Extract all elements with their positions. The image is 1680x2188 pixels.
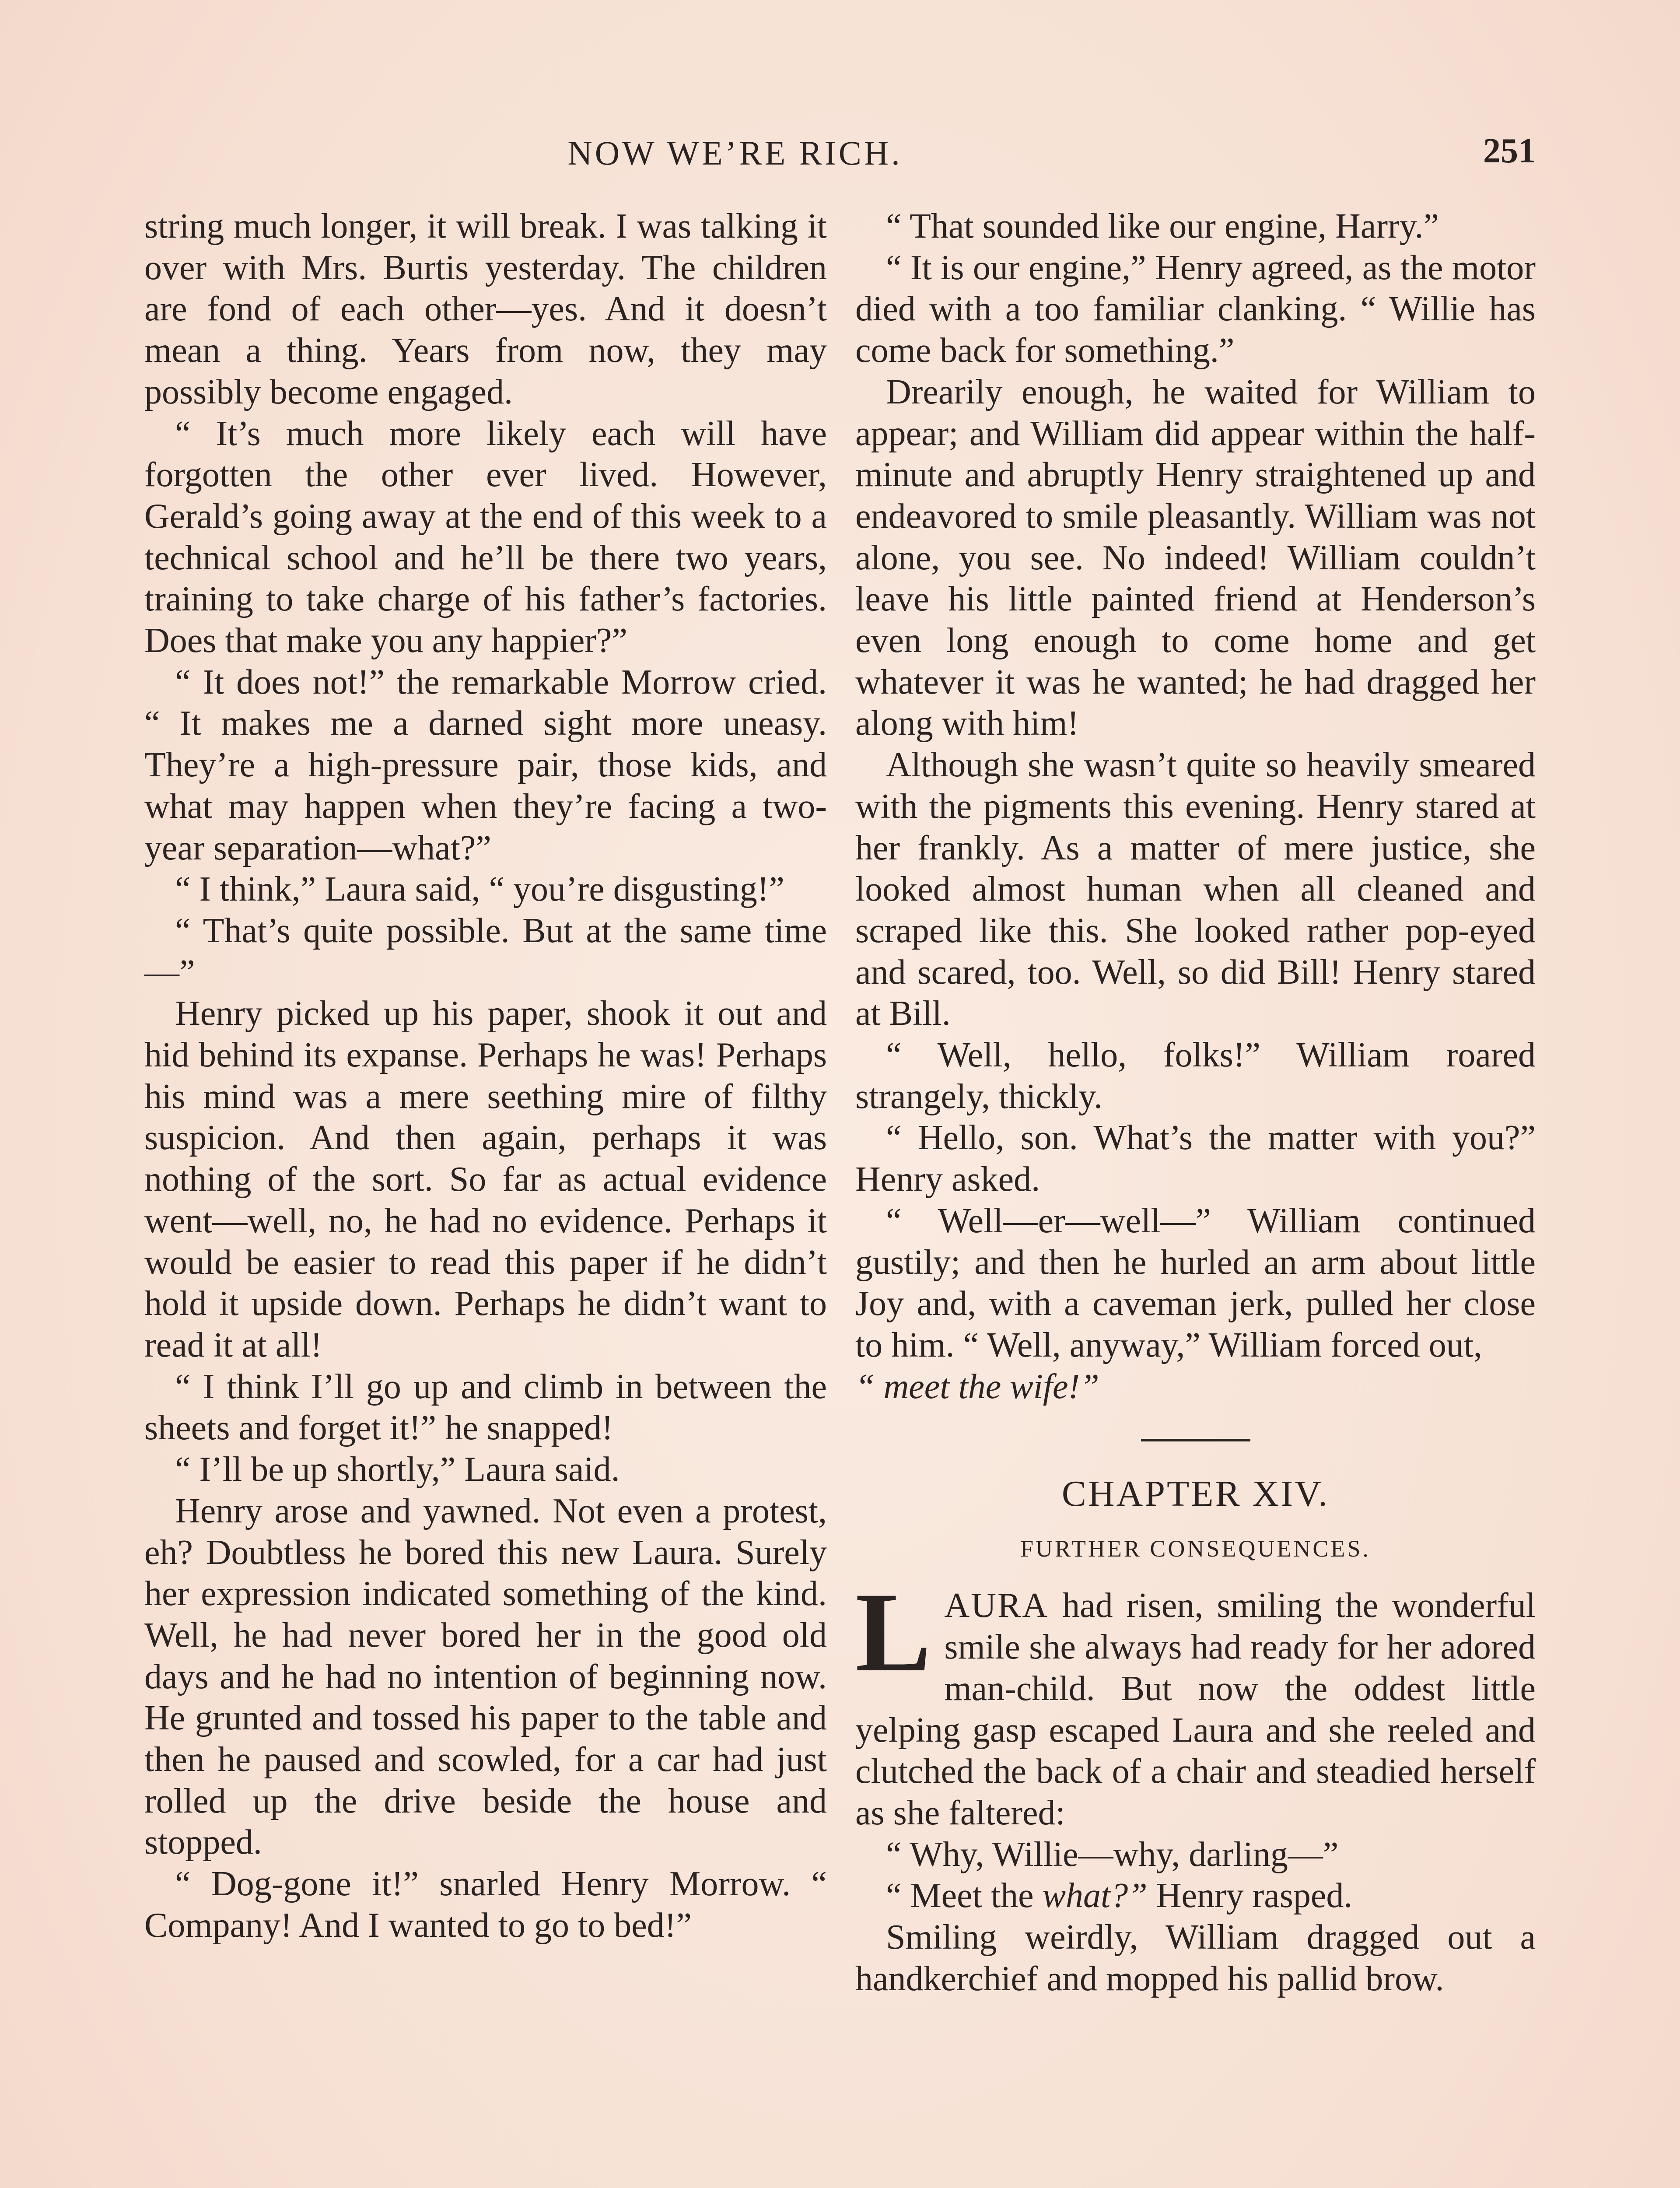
chapter-subheading: FURTHER CONSEQUENCES. [1020, 1536, 1371, 1562]
page-number: 251 [1483, 132, 1536, 170]
paragraph: string much longer, it will break. I was talking it over with Mrs. Burtis yesterday. The children are fond of each other—yes. And it doesn’t mean a thing. Years from now, they may possibly become engaged. [144, 207, 827, 411]
paragraph: “ That sounded like our engine, Harry.” [886, 207, 1439, 245]
running-head-title: NOW WE’RE RICH. [567, 134, 903, 172]
right-column [855, 206, 1536, 1999]
paragraph: Drearily enough, he waited for William to appear; and William did appear within the half-minute and abruptly Henry straightened up and endeavored to smile pleasantly. William was not alone, you see. No indeed! William couldn’t leave his little painted friend at Henderson’s even long enough to come home and get whatever it was he wanted; he had dragged her along with him! [855, 372, 1536, 743]
paragraph: “ Hello, son. What’s the matter with you?” Henry asked. [855, 1119, 1536, 1199]
paragraph: “ That’s quite possible. But at the same time—” [144, 911, 827, 992]
paragraph-italic [855, 1366, 1536, 1408]
paragraph: “ Why, Willie—why, darling—” [886, 1835, 1339, 1874]
paragraph [855, 1875, 1536, 1917]
paragraph: “ Well—er—well—” William continued gustily; and then he hurled an arm about little Joy and, with a caveman jerk, pulled her close to him. “ Well, anyway,” William forced out, [855, 1201, 1536, 1364]
paragraph: “ I think,” Laura said, “ you’re disgusting!” [175, 870, 784, 909]
italic-word: what?” [1042, 1876, 1148, 1915]
first-word: AURA [944, 1586, 1049, 1625]
meet-the-wife-text: “ meet the wife!” [855, 1367, 1099, 1406]
paragraph: “ It does not!” the remarkable Morrow cried. “ It makes me a darned sight more uneasy. They’re a high-pressure pair, those kids, and what may happen when they’re facing a two-year separation—what?” [144, 663, 827, 867]
paragraph: Smiling weirdly, William dragged out a handkerchief and mopped his pallid brow. [855, 1918, 1536, 1998]
paragraph: “ Dog-gone it!” snarled Henry Morrow. “ Company! And I wanted to go to bed!” [144, 1865, 827, 1945]
paragraph: Henry arose and yawned. Not even a protest, eh? Doubtless he bored this new Laura. Surely her expression indicated something of the kind. Well, he had never bored her in the good old days and he had no intention of beginning now. He grunted and tossed his paper to the table and then he paused and scowled, for a car had just rolled up the drive beside the house and stopped. [144, 1491, 827, 1862]
chapter-heading: CHAPTER XIV. [1061, 1473, 1330, 1515]
paragraph: Although she wasn’t quite so heavily smeared with the pigments this evening. Henry stared at her frankly. As a matter of mere justice, she looked almost human when all cleaned and scraped like this. She looked rather pop-eyed and scared, too. Well, so did Bill! Henry stared at Bill. [855, 746, 1536, 1033]
running-head [144, 129, 1536, 177]
paragraph: “ It is our engine,” Henry agreed, as the motor died with a too familiar clanking. “ Willie has come back for something.” [855, 248, 1536, 370]
paragraph-part: “ Meet the [886, 1876, 1043, 1915]
paragraph-part: Henry rasped. [1147, 1876, 1353, 1915]
paragraph: “ I think I’ll go up and climb in between the sheets and forget it!” he snapped! [144, 1367, 827, 1448]
paragraph: “ I’ll be up shortly,” Laura said. [175, 1450, 620, 1489]
paragraph: “ Well, hello, folks!” William roared strangely, thickly. [855, 1036, 1536, 1116]
paragraph: Henry picked up his paper, shook it out and hid behind its expanse. Perhaps he was! Perhaps his mind was a mere seething mire of filthy suspicion. And then again, perhaps it was nothing of the sort. So far as actual evidence went—well, no, he had no evidence. Perhaps it would be easier to read this paper if he didn’t hold it upside down. Perhaps he didn’t want to read it at all! [144, 994, 827, 1364]
chapter-first-paragraph [855, 1569, 1536, 1834]
left-column [144, 206, 827, 1946]
first-paragraph-text: had risen, smiling the wonderful smile she always had ready for her adored man-child. But now the oddest little yelping gasp escaped Laura and she reeled and clutched the back of a chair and steadied herself as she faltered: [855, 1586, 1536, 1832]
section-divider [1141, 1439, 1250, 1441]
drop-cap: L [855, 1569, 931, 1696]
paragraph: “ It’s much more likely each will have forgotten the other ever lived. However, Gerald’s going away at the end of this week to a technical school and he’ll be there two years, training to take charge of his father’s factories. Does that make you any happier?” [144, 414, 827, 660]
